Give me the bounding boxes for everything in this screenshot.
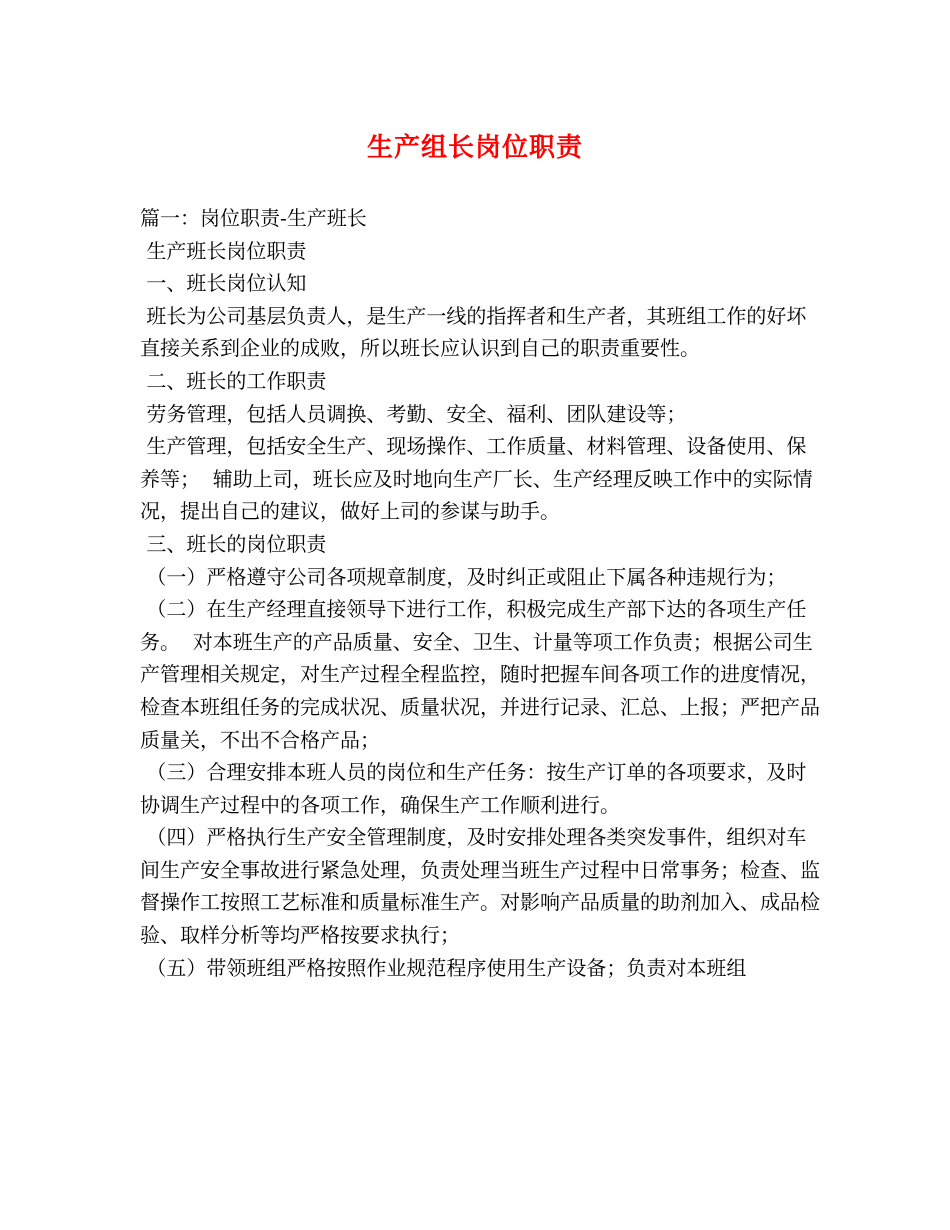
- paragraph-heading-1: 一、班长岗位认知: [140, 271, 307, 296]
- paragraph-duty-4: （四）严格执行生产安全管理制度，及时安排处理各类突发事件，组织对车间生产安全事故进行紧急处理，负责处理当班生产过程中日常事务；检查、监督操作工按照工艺标准和质量标准生产。对影响产品质量的助剂加入、成品检验、取样分析等均严格按要求执行；: [140, 825, 820, 948]
- paragraph-heading-3: 三、班长的岗位职责: [140, 531, 327, 556]
- paragraph-section-heading: 篇一：岗位职责-生产班长: [140, 206, 367, 230]
- paragraph-duty-2: （二）在生产经理直接领导下进行工作，积极完成生产部下达的各项生产任务。 对本班生产的产品质量、安全、卫生、计量等项工作负责；根据公司生产管理相关规定，对生产过程全程监控，随时把握车间各项工作的进度情况，检查本班组任务的完成状况、质量状况，并进行记录、汇总、上报；严把产品质量关，不出不合格产品；: [140, 597, 820, 752]
- paragraph-body: 班长为公司基层负责人，是生产一线的指挥者和生产者，其班组工作的好坏直接关系到企业的成败，所以班长应认识到自己的职责重要性。: [140, 303, 807, 361]
- paragraph-duty-3: （三）合理安排本班人员的岗位和生产任务：按生产订单的各项要求，及时协调生产过程中的各项工作，确保生产工作顺利进行。: [140, 760, 807, 817]
- document-body: [140, 202, 820, 984]
- paragraph-body: 劳务管理，包括人员调换、考勤、安全、福利、团队建设等；: [140, 401, 687, 426]
- paragraph-subtitle: 生产班长岗位职责: [140, 238, 307, 263]
- paragraph-duty-1: （一）严格遵守公司各项规章制度，及时纠正或阻止下属各种违规行为；: [140, 564, 787, 589]
- document-title: 生产组长岗位职责: [366, 133, 583, 163]
- paragraph-body: 生产管理，包括安全生产、现场操作、工作质量、材料管理、设备使用、保养等； 辅助上司，班长应及时地向生产厂长、生产经理反映工作中的实际情况，提出自己的建议，做好上司的参谋与助手。: [140, 434, 813, 524]
- paragraph-heading-2: 二、班长的工作职责: [140, 368, 327, 393]
- paragraph-duty-5: （五）带领班组严格按照作业规范程序使用生产设备；负责对本班组: [140, 955, 747, 980]
